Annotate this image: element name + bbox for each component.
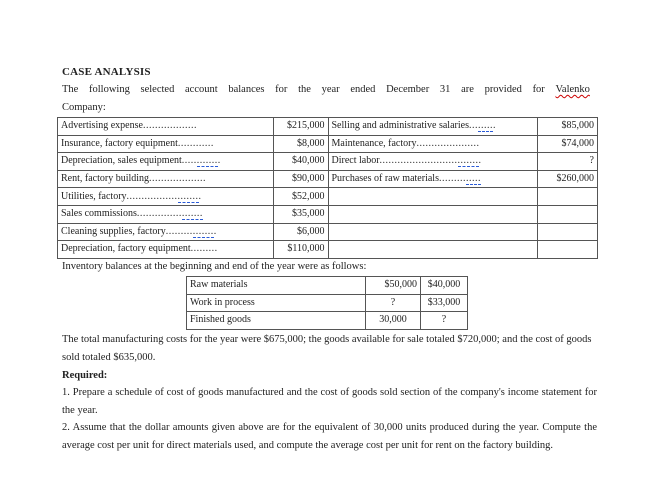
required-heading: Required: <box>62 370 108 381</box>
account-amount: $215,000 <box>274 118 328 136</box>
intro-word: following <box>89 84 130 95</box>
inventory-beginning: ? <box>366 294 421 312</box>
inventory-ending: $40,000 <box>421 277 468 295</box>
account-label: Direct labor <box>331 155 380 167</box>
inventory-beginning: 30,000 <box>366 312 421 330</box>
intro-line-1 <box>62 81 590 99</box>
account-label: Depreciation, factory equipment <box>61 243 191 255</box>
intro-word: December <box>386 84 430 95</box>
account-label: Utilities, factory <box>61 190 127 202</box>
inventory-beginning: $50,000 <box>366 277 421 295</box>
intro-word: account <box>185 84 218 95</box>
inventory-intro: Inventory balances at the beginning and end of the year were as follows: <box>62 261 367 272</box>
intro-word: 31 <box>439 84 451 95</box>
inventory-ending: ? <box>421 312 468 330</box>
intro-word: for <box>532 84 545 95</box>
table-row <box>187 312 468 330</box>
account-label: Rent, factory building <box>61 173 150 185</box>
intro-word: The <box>62 84 79 95</box>
intro-word: for <box>275 84 288 95</box>
account-amount: $85,000 <box>537 118 597 136</box>
inventory-name: Work in process <box>187 294 366 312</box>
intro-word: provided <box>484 84 522 95</box>
page-title: CASE ANALYSIS <box>62 66 151 78</box>
account-label: Maintenance, factory <box>331 137 417 149</box>
account-label: Advertising expense <box>61 120 143 132</box>
company-name: Valenko <box>555 84 590 95</box>
intro-word: balances <box>228 84 265 95</box>
account-balances-table <box>57 117 598 259</box>
account-amount: $74,000 <box>537 135 597 153</box>
account-label: Depreciation, sales equipment <box>61 155 182 167</box>
account-label: Purchases of raw materials <box>331 173 439 185</box>
requirement-1: 1. Prepare a schedule of cost of goods manufactured and the cost of goods sold section of the company's income statement for the year. <box>62 387 597 416</box>
account-amount: $90,000 <box>274 170 328 188</box>
table-row: Depreciation, factory equipment......... $110,000 <box>58 241 598 259</box>
intro-paragraph <box>62 81 590 116</box>
account-label: Selling and administrative salaries <box>331 120 469 132</box>
inventory-ending: $33,000 <box>421 294 468 312</box>
table-row: Cleaning supplies, factory................. $6,000 <box>58 223 598 241</box>
account-amount: $110,000 <box>274 241 328 259</box>
table-row: Rent, factory building................... $90,000 Purchases of raw materials.............. $260,000 <box>58 170 598 188</box>
table-row: Utilities, factory......................... $52,000 <box>58 188 598 206</box>
account-amount: $40,000 <box>274 153 328 171</box>
intro-word: selected <box>140 84 175 95</box>
intro-word: ended <box>350 84 376 95</box>
account-label: Insurance, factory equipment <box>61 137 178 149</box>
table-row: Insurance, factory equipment............ $8,000 Maintenance, factory..................... $74,000 <box>58 135 598 153</box>
requirement-2: 2. Assume that the dollar amounts given above are for the equivalent of 30,000 units produced during the year. Compute the average cost per unit for direct materials used, and compute the average cost per unit for rent on the factory building. <box>62 422 597 451</box>
inventory-name: Raw materials <box>187 277 366 295</box>
table-row: Sales commissions...................... $35,000 <box>58 205 598 223</box>
table-row <box>187 277 468 295</box>
account-amount: $35,000 <box>274 205 328 223</box>
account-amount: ? <box>537 153 597 171</box>
intro-word: are <box>461 84 474 95</box>
intro-word: year <box>321 84 340 95</box>
account-amount: $6,000 <box>274 223 328 241</box>
table-row <box>187 294 468 312</box>
table-row: Depreciation, sales equipment............. $40,000 Direct labor.................................. ? <box>58 153 598 171</box>
table-row: Advertising expense.................. $215,000 Selling and administrative salaries......... $85,000 <box>58 118 598 136</box>
intro-line-2: Company: <box>62 101 106 113</box>
intro-word: the <box>298 84 311 95</box>
inventory-table <box>186 276 468 330</box>
account-amount: $8,000 <box>274 135 328 153</box>
account-amount: $52,000 <box>274 188 328 206</box>
account-label: Cleaning supplies, factory <box>61 225 166 237</box>
inventory-name: Finished goods <box>187 312 366 330</box>
account-label: Sales commissions <box>61 208 137 220</box>
account-amount: $260,000 <box>537 170 597 188</box>
totals-paragraph: The total manufacturing costs for the year were $675,000; the goods available for sale totaled $720,000; and the cost of goods sold totaled $635,000. <box>62 334 592 363</box>
